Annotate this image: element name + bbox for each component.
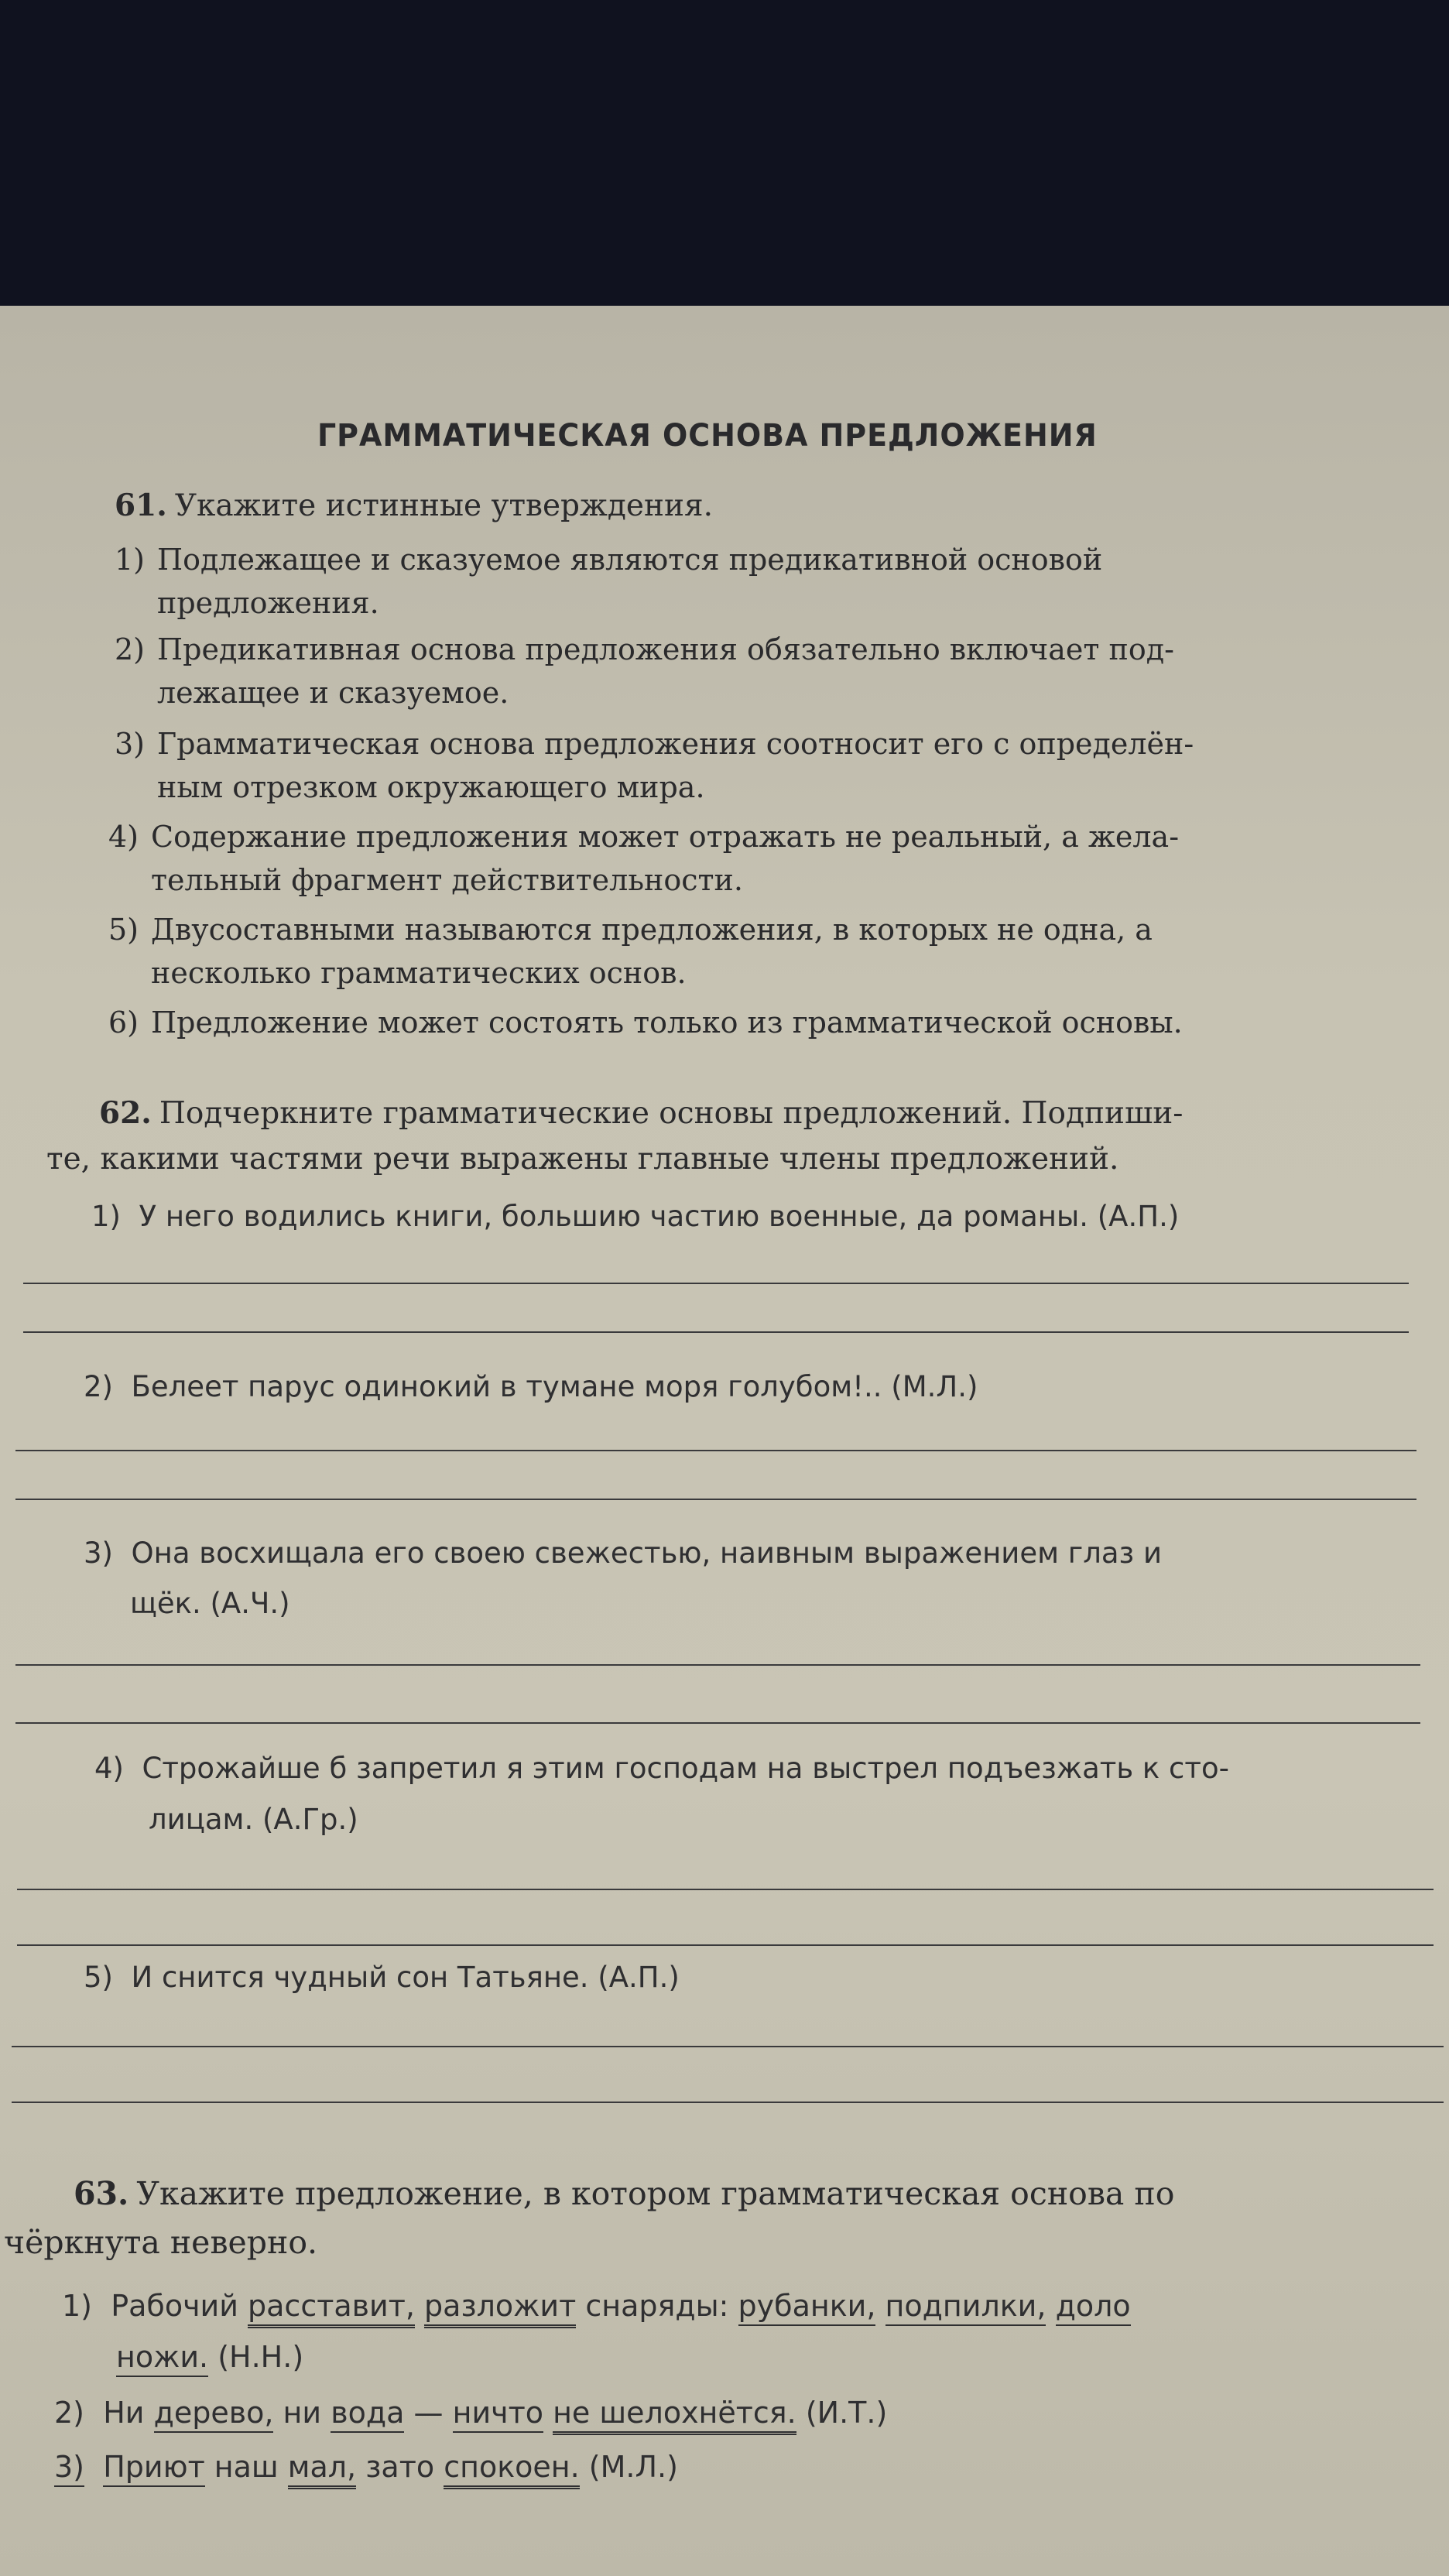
task-63-header bbox=[74, 2175, 1174, 2212]
worksheet-page bbox=[0, 306, 1449, 2576]
answer-line bbox=[15, 1450, 1416, 1451]
task-61-header bbox=[115, 488, 713, 523]
task-63-prompt-cont: чёркнута неверно. bbox=[4, 2224, 318, 2261]
task-61-line: 2) Предикативная основа предложения обязательно включает под- bbox=[115, 632, 1174, 666]
answer-line bbox=[15, 1664, 1420, 1666]
task-61-line: 3) Грамматическая основа предложения соотносит его с определён- bbox=[115, 727, 1194, 761]
predicate-underline: не шелохнётся. bbox=[553, 2396, 796, 2435]
sentence-5: 5) И снится чудный сон Татьяне. (А.П.) bbox=[84, 1961, 680, 1994]
task-61-line: лежащее и сказуемое. bbox=[157, 676, 509, 710]
task-61-line: 5) Двусоставными называются предложения, в которых не одна, а bbox=[108, 913, 1153, 947]
predicate-underline: расставит, bbox=[248, 2289, 415, 2328]
sentence-4-cont: лицам. (А.Гр.) bbox=[149, 1803, 358, 1836]
answer-line bbox=[15, 1722, 1420, 1724]
answer-line bbox=[17, 1889, 1434, 1890]
task-61-line: 6) Предложение может состоять только из грамматической основы. bbox=[108, 1005, 1183, 1040]
task-61-line: ным отрезком окружающего мира. bbox=[157, 770, 705, 804]
task-61-prompt: Укажите истинные утверждения. bbox=[174, 488, 713, 523]
answer-line bbox=[12, 2046, 1444, 2047]
task-62-header bbox=[99, 1095, 1183, 1131]
task-61-line: тельный фрагмент действительности. bbox=[151, 863, 743, 897]
task-61-line: 1) Подлежащее и сказуемое являются предикативной основой bbox=[115, 543, 1103, 577]
sentence-4: 4) Строжайше б запретил я этим господам на выстрел подъезжать к сто- bbox=[94, 1752, 1229, 1785]
answer-line bbox=[12, 2102, 1444, 2103]
subject-underline: доло bbox=[1056, 2289, 1131, 2326]
predicate-underline: мал, bbox=[288, 2450, 356, 2489]
subject-underline: ножи. bbox=[116, 2340, 208, 2377]
task-62-prompt-cont: те, какими частями речи выражены главные члены предложений. bbox=[46, 1142, 1119, 1177]
task-62-prompt: Подчеркните грамматические основы предложений. Подпиши- bbox=[159, 1096, 1184, 1131]
option-1-cont: ножи. (Н.Н.) bbox=[116, 2340, 303, 2374]
predicate-underline: разложит bbox=[424, 2289, 576, 2328]
subject-underline: дерево, bbox=[154, 2396, 274, 2433]
subject-underline: подпилки, bbox=[886, 2289, 1046, 2326]
task-61-line: предложения. bbox=[157, 586, 379, 620]
sentence-1: 1) У него водились книги, большию частию военные, да романы. (А.П.) bbox=[91, 1200, 1180, 1233]
task-62-number: 62. bbox=[99, 1095, 152, 1131]
answer-line bbox=[17, 1944, 1434, 1946]
sentence-2: 2) Белеет парус одинокий в тумане моря голубом!.. (М.Л.) bbox=[84, 1370, 978, 1403]
option-1: 1) Рабочий расставит, разложит снаряды: рубанки, подпилки, доло bbox=[62, 2289, 1131, 2323]
task-61-number: 61. bbox=[115, 488, 167, 523]
sentence-3: 3) Она восхищала его своею свежестью, наивным выражением глаз и bbox=[84, 1536, 1163, 1570]
answer-line bbox=[23, 1331, 1409, 1333]
answer-line bbox=[15, 1499, 1416, 1500]
page-title: ГРАММАТИЧЕСКАЯ ОСНОВА ПРЕДЛОЖЕНИЯ bbox=[317, 418, 1098, 454]
predicate-underline: спокоен. bbox=[444, 2450, 580, 2489]
task-61-line: несколько грамматических основ. bbox=[151, 956, 687, 990]
subject-underline: рубанки, bbox=[738, 2289, 876, 2326]
task-61-line: 4) Содержание предложения может отражать не реальный, а жела- bbox=[108, 820, 1180, 854]
subject-underline: вода bbox=[331, 2396, 404, 2433]
option-2: 2) Ни дерево, ни вода — ничто не шелохнётся. (И.Т.) bbox=[54, 2396, 887, 2430]
answer-line bbox=[23, 1283, 1409, 1284]
option-3: 3) Приют наш мал, зато спокоен. (М.Л.) bbox=[54, 2450, 678, 2484]
subject-underline: ничто bbox=[453, 2396, 543, 2433]
task-63-prompt: Укажите предложение, в котором грамматическая основа по bbox=[136, 2175, 1175, 2212]
sentence-3-cont: щёк. (А.Ч.) bbox=[130, 1587, 290, 1620]
task-63-number: 63. bbox=[74, 2175, 129, 2212]
subject-underline: Приют bbox=[103, 2450, 205, 2487]
